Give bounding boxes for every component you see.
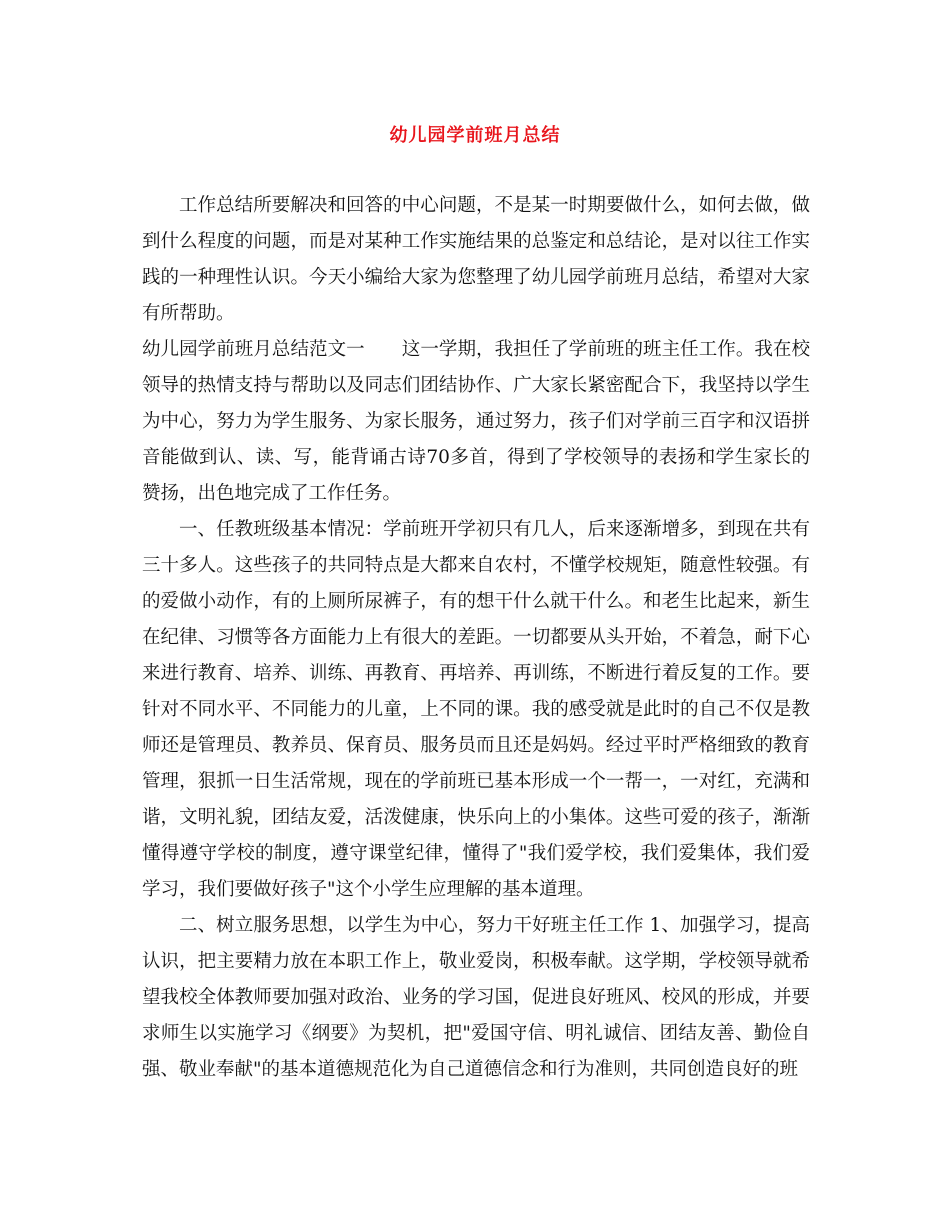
paragraph-sample-one: 幼儿园学前班月总结范文一 这一学期，我担任了学前班的班主任工作。我在校领导的热情支持与帮助以及同志们团结协作、广大家长紧密配合下，我坚持以学生为中心，努力为学生服务、为家长服务，通过努力，孩子们对学前三百字和汉语拼音能做到认、读、写，能背诵古诗70多首，得到了学校领导的表扬和学生家长的赞扬，出色地完成了工作任务。	[142, 339, 810, 504]
page-title: 幼儿园学前班月总结	[389, 125, 561, 146]
paragraph-section-one: 一、任教班级基本情况：学前班开学初只有几人，后来逐渐增多，到现在共有三十多人。这些孩子的共同特点是大都来自农村，不懂学校规矩，随意性较强。有的爱做小动作，有的上厕所尿裤子，有的想干什么就干什么。和老生比起来，新生在纪律、习惯等各方面能力上有很大的差距。一切都要从头开始，不着急，耐下心来进行教育、培养、训练、再教育、再培养、再训练，不断进行着反复的工作。要针对不同水平、不同能力的儿童，上不同的课。我的感受就是此时的自己不仅是教师还是管理员、教养员、保育员、服务员而且还是妈妈。经过平时严格细致的教育管理，狠抓一日生活常规，现在的学前班已基本形成一个一帮一，一对红，充满和谐，文明礼貌，团结友爱，活泼健康，快乐向上的小集体。这些可爱的孩子，渐渐懂得遵守学校的制度，遵守课堂纪律，懂得了"我们爱学校，我们爱集体，我们爱学习，我们要做好孩子"这个小学生应理解的基本道理。	[142, 519, 810, 900]
document-body	[142, 188, 810, 1088]
paragraph-section-two: 二、树立服务思想，以学生为中心，努力干好班主任工作 1、加强学习，提高认识，把主要精力放在本职工作上，敬业爱岗，积极奉献。这学期，学校领导就希望我校全体教师要加强对政治、业务的学习国，促进良好班风、校风的形成，并要求师生以实施学习《纲要》为契机，把"爱国守信、明礼诚信、团结友善、勤俭自强、敬业奉献"的基本道德规范化为自己道德信念和行为准则，共同创造良好的班	[142, 915, 810, 1080]
paragraph-intro: 工作总结所要解决和回答的中心问题，不是某一时期要做什么，如何去做，做到什么程度的问题，而是对某种工作实施结果的总鉴定和总结论，是对以往工作实践的一种理性认识。今天小编给大家为您整理了幼儿园学前班月总结，希望对大家有所帮助。	[142, 195, 810, 324]
